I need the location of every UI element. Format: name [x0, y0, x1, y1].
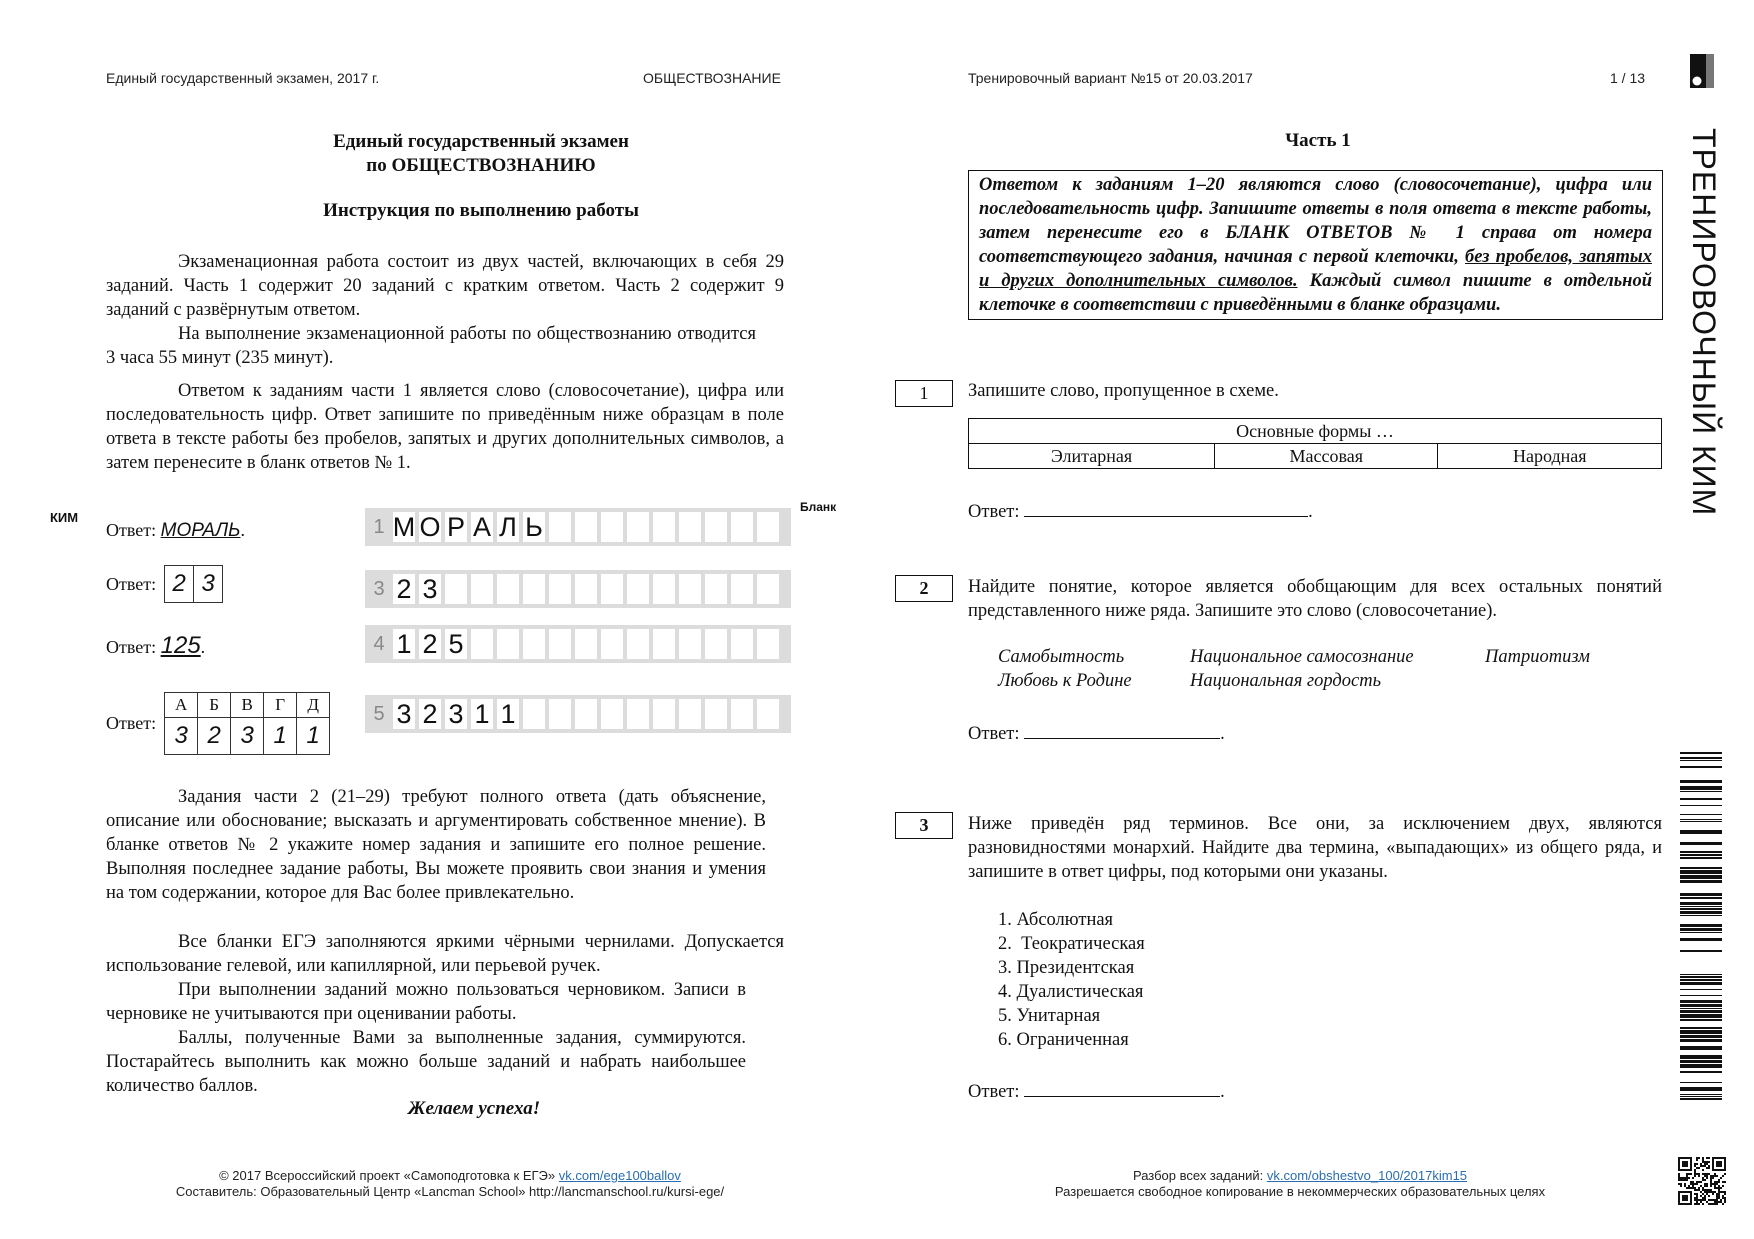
option-item: 6. Ограниченная: [998, 1030, 1129, 1050]
blank-cell: Р: [446, 511, 465, 542]
barcode-bar: [1680, 1010, 1722, 1013]
barcode-bar: [1680, 1094, 1722, 1095]
task-number-box: 3: [895, 812, 953, 839]
barcode-bar: [1680, 974, 1722, 975]
task-1-answer: Ответ: .: [968, 498, 1313, 523]
barcode-bar: [1680, 867, 1722, 869]
blank-cell: [549, 699, 571, 729]
good-luck-text: Желаем успеха!: [408, 1098, 541, 1119]
answer-label: Ответ:: [106, 713, 157, 733]
option-item: 1. Абсолютная: [998, 910, 1114, 930]
match-header: Г: [264, 693, 297, 718]
blank-cell: 3: [419, 574, 441, 604]
blank-cell: 1: [471, 699, 493, 729]
blank-cell: [705, 629, 727, 659]
barcode-bar: [1680, 842, 1722, 845]
part-title: Часть 1: [1285, 130, 1351, 151]
barcode-bar: [1680, 932, 1722, 933]
task-2-text: Найдите понятие, которое является обобщающим для всех остальных понятий представленного ниже ряда. Запишите это слово (словосочетание).: [968, 577, 1662, 621]
barcode-bar: [1680, 893, 1722, 896]
blank-cell: [523, 629, 545, 659]
scheme-cell: Элитарная: [969, 444, 1215, 469]
blank-cell: 1: [393, 629, 415, 659]
blank-cell: [497, 629, 519, 659]
footer-link-vk[interactable]: vk.com/ege100ballov: [558, 1168, 681, 1183]
header-variant: Тренировочный вариант №15 от 20.03.2017: [968, 70, 1253, 86]
blank-cell: [679, 629, 701, 659]
scheme-header: Основные формы …: [969, 419, 1662, 444]
footer-copyright: © 2017 Всероссийский проект «Самоподготовка к ЕГЭ»: [219, 1168, 559, 1183]
blank-cell: [627, 699, 649, 729]
sample-cell: 2: [165, 566, 194, 602]
blank-cell: [575, 629, 597, 659]
option-item: 5. Унитарная: [998, 1006, 1101, 1026]
header-exam-title: Единый государственный экзамен, 2017 г.: [106, 70, 380, 86]
barcode-bar: [1680, 766, 1722, 768]
blank-row: [365, 695, 791, 733]
blank-cell: [575, 699, 597, 729]
answer-field[interactable]: [1024, 1078, 1220, 1097]
barcode-bar: [1680, 1087, 1722, 1091]
barcode-bar: [1680, 780, 1722, 783]
logo-icon: [1690, 54, 1714, 88]
match-value: 2: [198, 718, 231, 755]
barcode-bar: [1680, 805, 1722, 806]
sample-match-table: [164, 692, 330, 755]
barcode-bar: [1680, 908, 1722, 910]
part2-paragraph: Задания части 2 (21–29) требуют полного ответа (дать объяснение, описание или обоснование; высказать и аргументировать собственное мнение). В бланке ответов № 2 укажите номер задания и запишите его полное решение. Выполняя последнее задание работы, Вы можете проявить свои знания и умения на том содержании, которое для Вас более привлекательно.: [106, 787, 766, 903]
title-line-1: Единый государственный экзамен: [333, 131, 629, 152]
qr-code-icon: [1678, 1157, 1726, 1205]
option-item: 4. Дуалистическая: [998, 982, 1144, 1002]
footer-left: [120, 1168, 780, 1200]
instructions-underlined: без пробелов, запятых и других дополнительных символов.: [979, 247, 1652, 291]
blank-cell: [445, 574, 467, 604]
barcode-bar: [1680, 1046, 1722, 1050]
match-value: 1: [297, 718, 330, 755]
barcode-bar: [1680, 902, 1722, 905]
sample-answer-1: Ответ: МОРАЛЬ.: [106, 520, 245, 541]
document-title: [106, 130, 856, 178]
term: Национальная гордость: [1190, 671, 1381, 691]
barcode-bar: [1680, 911, 1722, 914]
match-value: 3: [165, 718, 198, 755]
blank-cell: [653, 699, 675, 729]
sample-cell: 3: [201, 570, 215, 597]
kim-label: КИМ: [50, 510, 79, 525]
sample-value-number: 125: [160, 632, 201, 659]
barcode-bar: [1680, 1055, 1722, 1059]
draft-paragraph: При выполнении заданий можно пользоваться черновиком. Записи в черновике не учитываются при оценивании работы.: [106, 980, 746, 1024]
barcode-bar: [1680, 1096, 1722, 1097]
part1-instructions-box: [968, 170, 1663, 320]
blank-cell: Ь: [523, 512, 545, 542]
sample-cells: [164, 565, 223, 603]
footer-link-analysis[interactable]: vk.com/obshestvo_100/2017kim15: [1266, 1168, 1468, 1183]
blank-cell: [757, 699, 779, 729]
barcode-bar: [1680, 1019, 1722, 1021]
barcode-bar: [1680, 915, 1722, 916]
task-3-answer: Ответ: .: [968, 1078, 1225, 1103]
answer-field[interactable]: [1024, 498, 1308, 517]
blank-cell: 2: [419, 629, 441, 659]
blank-cell: 3: [393, 699, 415, 729]
sample-answer-2: [106, 565, 223, 603]
ink-paragraph: Все бланки ЕГЭ заполняются яркими чёрными чернилами. Допускается использование гелевой, или капиллярной, или перьевой ручек.: [106, 932, 784, 976]
blank-cell: 1: [497, 699, 519, 729]
task-number-box: 1: [895, 380, 953, 407]
blank-cell: О: [419, 511, 441, 542]
barcode-bar: [1680, 1000, 1722, 1003]
barcode-bar: [1680, 870, 1722, 874]
barcode-bar: [1680, 1098, 1722, 1100]
answer-field[interactable]: [1024, 720, 1220, 739]
task-3-text: Ниже приведён ряд терминов. Все они, за исключением двух, являются разновидностями монархий. Найдите два термина, «выпадающих» из общего ряда, и запишите в ответ цифры, под которыми они указаны.: [968, 814, 1662, 882]
match-header: А: [165, 693, 198, 718]
barcode-bar: [1680, 1039, 1722, 1042]
barcode-bar: [1680, 976, 1722, 978]
blank-cell: 2: [393, 574, 415, 604]
blank-cell: [731, 629, 753, 659]
instructions-text: Ответом к заданиям 1–20 являются слово (словосочетание), цифра или последовательность цифр. Запишите ответы в поля ответа в тексте работы, затем перенесите его в БЛАНК ОТВЕТОВ № 1 справа от номера соответствующего задания, начиная с первой клеточки,: [979, 175, 1652, 267]
title-line-2: по ОБЩЕСТВОЗНАНИЮ: [366, 155, 596, 176]
blank-cell: [679, 512, 701, 542]
blank-cell: [731, 574, 753, 604]
vertical-watermark: ТРЕНИРОВОЧНЫЙ КИМ: [1686, 128, 1722, 517]
match-header: В: [231, 693, 264, 718]
answer-label: Ответ:: [968, 1082, 1020, 1102]
term: Любовь к Родине: [998, 671, 1132, 691]
barcode-bar: [1680, 1008, 1722, 1009]
barcode-bar: [1680, 819, 1722, 820]
barcode-bar: [1680, 989, 1722, 990]
blank-row: [365, 508, 791, 546]
answer-label: Ответ:: [968, 502, 1020, 522]
blank-cell: [705, 512, 727, 542]
blank-cell: [601, 512, 623, 542]
blank-cell: [705, 699, 727, 729]
barcode-bar: [1680, 757, 1722, 759]
header-subject: ОБЩЕСТВОЗНАНИЕ: [643, 70, 781, 86]
barcode-bar: [1680, 995, 1722, 996]
blank-cell: [471, 629, 493, 659]
page-number: 1 / 13: [1610, 70, 1646, 86]
term: Самобытность: [998, 647, 1125, 667]
sample-answer-3: Ответ: 125.: [106, 632, 206, 659]
blank-cell: [471, 574, 493, 604]
barcode-bar: [1680, 906, 1722, 907]
footer-right: [990, 1168, 1610, 1200]
blank-cell: [575, 512, 597, 542]
barcode-bar: [1680, 798, 1722, 800]
blank-cell: [497, 574, 519, 604]
sample-answer-4: [106, 692, 330, 755]
blank-cell: 5: [445, 629, 467, 659]
barcode-bar: [1680, 1027, 1722, 1029]
blank-cell: [549, 574, 571, 604]
blank-cell: 2: [419, 699, 441, 729]
task-3-options: [998, 908, 1145, 1052]
barcode-bar: [1680, 979, 1722, 981]
barcode-bar: [1680, 1082, 1722, 1083]
answer-label: Ответ:: [968, 724, 1020, 744]
instruction-title: Инструкция по выполнению работы: [323, 200, 639, 221]
barcode-bar: [1680, 880, 1722, 883]
footer-analysis-label: Разбор всех заданий:: [1132, 1168, 1267, 1183]
answer-label: Ответ:: [106, 637, 157, 657]
barcode-bar: [1680, 1071, 1722, 1073]
blank-row-number: 1: [373, 515, 385, 538]
blank-cell: [757, 512, 779, 542]
scheme-cell: Народная: [1438, 444, 1662, 469]
time-paragraph: На выполнение экзаменационной работы по обществознанию отводится 3 часа 55 минут (235 минут).: [106, 324, 756, 368]
task-number-box: 2: [895, 575, 953, 602]
blank-cell: [757, 629, 779, 659]
blank-cell: [601, 629, 623, 659]
match-value: 1: [264, 718, 297, 755]
match-header: Б: [198, 693, 231, 718]
barcode-bar: [1680, 760, 1722, 761]
blank-cell: [627, 512, 649, 542]
option-item: 3. Президентская: [998, 958, 1135, 978]
term: Патриотизм: [1485, 647, 1590, 667]
barcode-bar: [1680, 786, 1722, 790]
barcode-bar: [1680, 857, 1722, 859]
match-value: 3: [231, 718, 264, 755]
barcode-bar: [1680, 1030, 1722, 1034]
blank-cell: [575, 574, 597, 604]
blank-cell: [705, 574, 727, 604]
blank-cell: [653, 629, 675, 659]
blank-cell: [523, 574, 545, 604]
barcode-bar: [1680, 752, 1722, 754]
task-1-text: Запишите слово, пропущенное в схеме.: [968, 381, 1279, 401]
answer-label: Ответ:: [106, 573, 157, 594]
barcode-icon: [1680, 752, 1722, 1102]
blank-cell: [679, 699, 701, 729]
intro-paragraph: Экзаменационная работа состоит из двух частей, включающих в себя 29 заданий. Часть 1 содержит 20 заданий с кратким ответом. Часть 2 содержит 9 заданий с развёрнутым ответом.: [106, 252, 784, 320]
barcode-bar: [1680, 982, 1722, 985]
barcode-bar: [1680, 950, 1722, 952]
barcode-bar: [1680, 821, 1722, 822]
blank-cell: [731, 699, 753, 729]
option-item: 2. Теократическая: [998, 934, 1145, 954]
scheme-cell: Массовая: [1215, 444, 1438, 469]
blank-cell: [627, 629, 649, 659]
task-1-scheme: [968, 418, 1662, 469]
barcode-bar: [1680, 924, 1722, 927]
blank-row-number: 5: [373, 702, 385, 725]
blank-cell: [679, 574, 701, 604]
barcode-bar: [1680, 830, 1722, 834]
barcode-bar: [1680, 928, 1722, 931]
blank-cell: [627, 574, 649, 604]
blank-cell: [653, 574, 675, 604]
match-header: Д: [297, 693, 330, 718]
blank-cell: Л: [497, 512, 519, 542]
blank-row: [365, 570, 791, 608]
blank-cell: [601, 574, 623, 604]
barcode-bar: [1680, 814, 1722, 815]
task-2-answer: Ответ: .: [968, 720, 1225, 745]
barcode-bar: [1680, 897, 1722, 899]
blank-cell: 3: [445, 699, 467, 729]
barcode-bar: [1680, 1014, 1722, 1018]
barcode-bar: [1680, 1060, 1722, 1063]
blank-row-number: 3: [373, 577, 385, 600]
blank-cell: А: [472, 511, 491, 542]
barcode-bar: [1680, 938, 1722, 941]
blank-cell: [523, 699, 545, 729]
footer-author: Составитель: Образовательный Центр «Lancman School» http://lancmanschool.ru/kursi-ege/: [175, 1184, 725, 1199]
footer-license: Разрешается свободное копирование в некоммерческих образовательных целях: [1054, 1184, 1546, 1199]
blank-cell: [653, 512, 675, 542]
barcode-bar: [1680, 791, 1722, 792]
blank-cell: М: [392, 511, 416, 542]
barcode-bar: [1680, 1064, 1722, 1068]
barcode-bar: [1680, 854, 1722, 856]
blank-cell: [549, 512, 571, 542]
barcode-bar: [1680, 875, 1722, 879]
blank-label: Бланк: [800, 500, 837, 514]
blank-cell: [757, 574, 779, 604]
answer-format-paragraph: Ответом к заданиям части 1 является слово (словосочетание), цифра или последовательность цифр. Ответ запишите по приведённым ниже образцам в поле ответа в тексте работы без пробелов, запятых и других дополнительных символов, а затем перенесите в бланк ответов № 1.: [106, 381, 784, 473]
barcode-bar: [1680, 1004, 1722, 1007]
barcode-bar: [1680, 1035, 1722, 1038]
score-paragraph: Баллы, полученные Вами за выполненные задания, суммируются. Постарайтесь выполнить как можно больше заданий и набрать наибольшее количество баллов.: [106, 1028, 746, 1096]
sample-value-word: МОРАЛЬ: [160, 520, 241, 541]
instructions-text-end: Каждый символ пишите в отдельной клеточке в соответствии с приведёнными в бланке образцами.: [979, 271, 1652, 315]
blank-cell: [601, 699, 623, 729]
blank-cell: [549, 629, 571, 659]
barcode-bar: [1680, 851, 1722, 853]
answer-label: Ответ:: [106, 520, 157, 540]
blank-row: [365, 625, 791, 663]
blank-row-number: 4: [373, 632, 385, 655]
blank-cell: [731, 512, 753, 542]
term: Национальное самосознание: [1190, 647, 1414, 667]
